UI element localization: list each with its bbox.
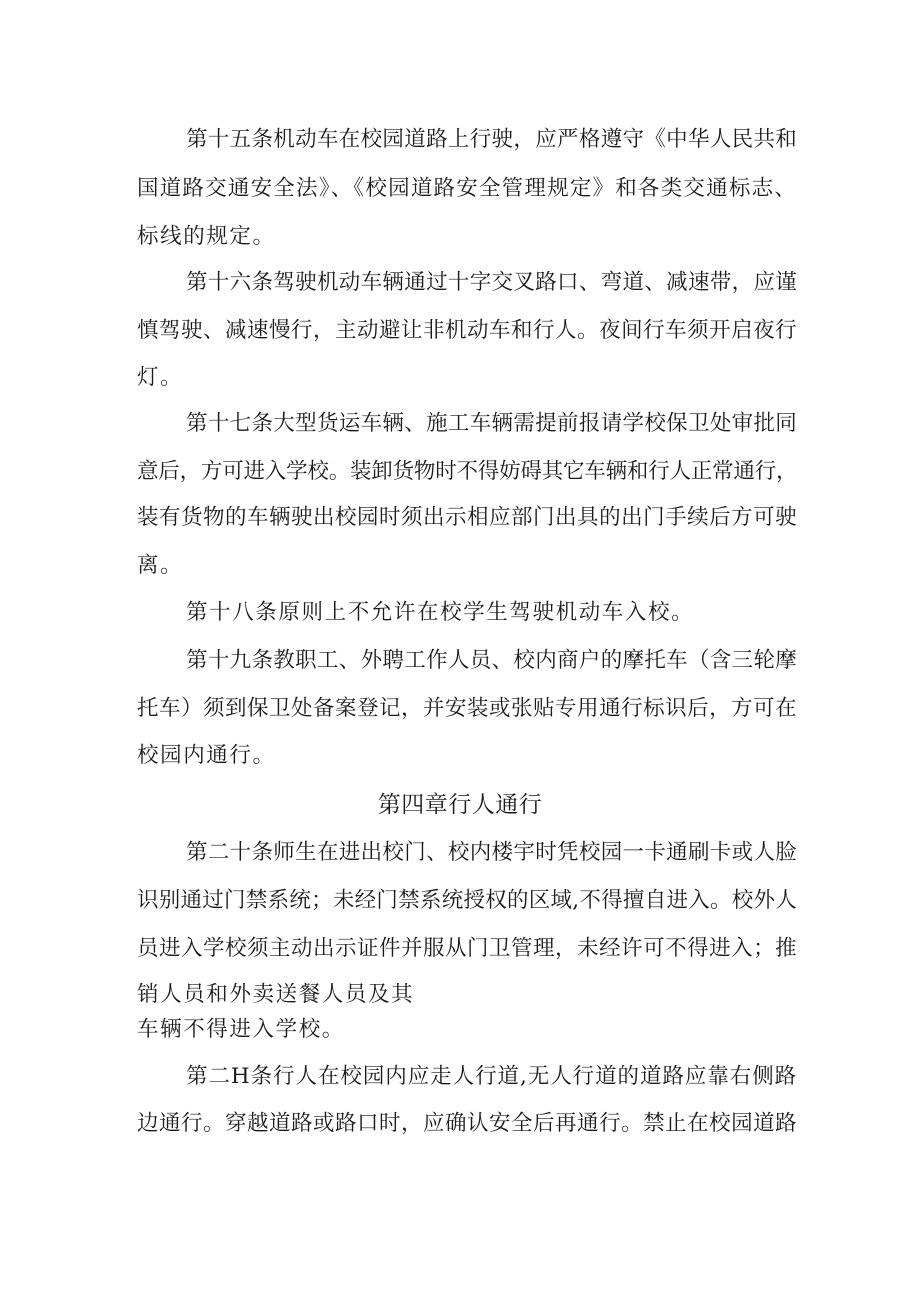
article-16-line-2: 慎驾驶、减速慢行，主动避让非机动车和行人。夜间行车须开启夜行 xyxy=(137,318,797,343)
article-21-line-2: 边通行。穿越道路或路口时，应确认安全后再通行。禁止在校园道路 xyxy=(137,1111,797,1136)
article-15-line-1: 第十五条机动车在校园道路上行驶，应严格遵守《中华人民共和 xyxy=(186,127,797,152)
article-21-line-1: 第二H条行人在校园内应走人行道,无人行道的道路应靠右侧路 xyxy=(186,1064,797,1089)
article-17-line-1: 第十七条大型货运车辆、施工车辆需提前报请学校保卫处审批同 xyxy=(186,411,797,436)
chapter-4-title: 第四章行人通行 xyxy=(377,792,543,818)
article-15-line-3: 标线的规定。 xyxy=(137,224,276,249)
article-20-line-5: 车辆不得进入学校。 xyxy=(137,1017,345,1042)
article-17-line-2: 意后，方可进入学校。装卸货物时不得妨碍其它车辆和行人正常通行， xyxy=(137,459,798,484)
article-19-line-3: 校园内通行。 xyxy=(137,743,276,768)
article-17-line-3: 装有货物的车辆驶出校园时须出示相应部门出具的出门手续后方可驶 xyxy=(137,505,797,530)
article-15-line-2: 国道路交通安全法》、《校园道路安全管理规定》和各类交通标志、 xyxy=(137,176,797,201)
article-17-line-4: 离。 xyxy=(137,553,184,578)
article-20-line-1: 第二十条师生在进出校门、校内楼宇时凭校园一卡通刷卡或人脸 xyxy=(186,840,797,865)
article-20-line-4: 销人员和外卖送餐人员及其 xyxy=(137,982,415,1007)
article-16-line-3: 灯。 xyxy=(137,365,184,390)
article-19-line-1: 第十九条教职工、外聘工作人员、校内商户的摩托车（含三轮摩 xyxy=(186,648,797,673)
article-16-line-1: 第十六条驾驶机动车辆通过十字交叉路口、弯道、减速带，应谨 xyxy=(186,270,797,295)
article-20-line-3: 员进入学校须主动出示证件并服从门卫管理，未经许可不得进入；推 xyxy=(137,936,797,961)
article-19-line-2: 托车）须到保卫处备案登记，并安装或张贴专用通行标识后，方可在 xyxy=(137,696,797,721)
article-20-line-2: 识别通过门禁系统；未经门禁系统授权的区域,不得擅自进入。校外人 xyxy=(137,888,797,913)
article-18-line-1: 第十八条原则上不允许在校学生驾驶机动车入校。 xyxy=(186,600,695,625)
